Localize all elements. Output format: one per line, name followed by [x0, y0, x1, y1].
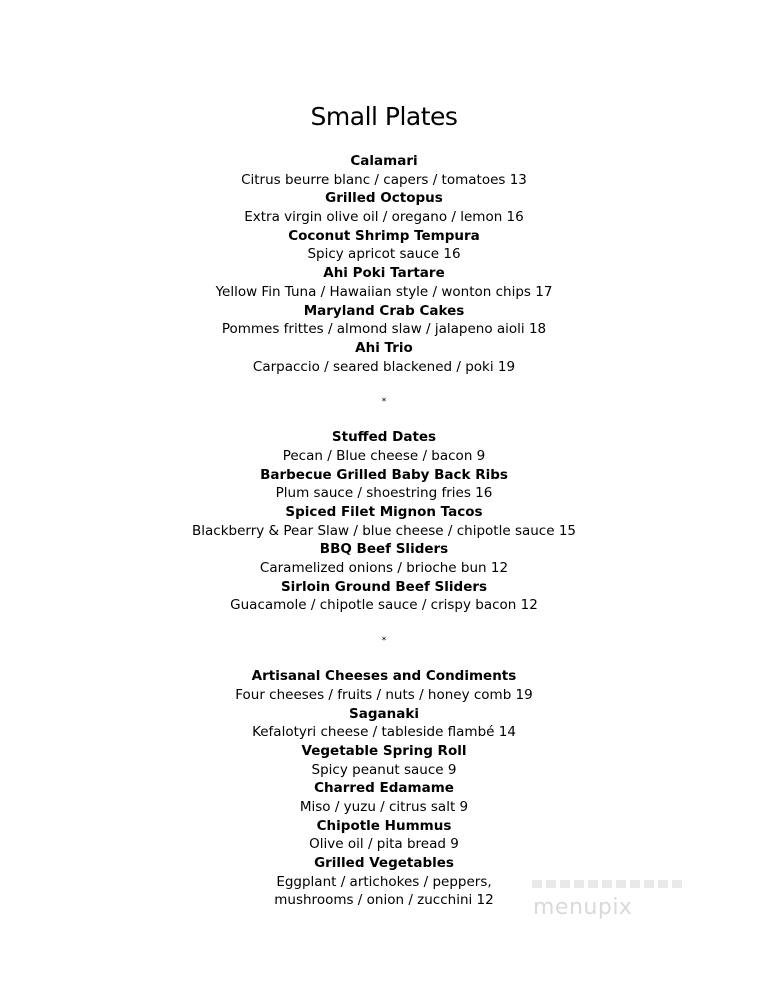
section-separator: * — [381, 636, 387, 647]
menu-item-desc: Four cheeses / fruits / nuts / honey comb 19 — [235, 686, 533, 703]
watermark: menupix — [533, 895, 633, 920]
menu-item-desc: Blackberry & Pear Slaw / blue cheese / chipotle sauce 15 — [192, 522, 576, 539]
menu-item-name: Spiced Filet Mignon Tacos — [285, 504, 483, 520]
menu-item-desc: Plum sauce / shoestring fries 16 — [275, 485, 493, 502]
page-title: Small Plates — [310, 102, 458, 131]
menu-section-3 — [0, 667, 768, 910]
menu-item-desc: Eggplant / artichokes / peppers, — [276, 873, 492, 890]
menu-item-name: Grilled Vegetables — [314, 855, 454, 871]
menu-item-desc: Carpaccio / seared blackened / poki 19 — [252, 358, 516, 375]
menu-item-name: BBQ Beef Sliders — [319, 541, 449, 558]
watermark-decoration — [532, 880, 682, 888]
menu-item-desc: Pecan / Blue cheese / bacon 9 — [282, 447, 486, 464]
menu-item-desc: Caramelized onions / brioche bun 12 — [259, 560, 509, 577]
menu-item-name: Sirloin Ground Beef Sliders — [280, 578, 488, 595]
menu-item-name: Coconut Shrimp Tempura — [288, 227, 480, 244]
menu-item-name: Ahi Poki Tartare — [323, 265, 445, 282]
menu-item-name: Saganaki — [349, 705, 419, 722]
menu-item-name: Maryland Crab Cakes — [303, 302, 465, 319]
menu-section-1 — [0, 152, 768, 376]
menu-item-desc: Extra virgin olive oil / oregano / lemon 16 — [244, 209, 524, 226]
menu-item-desc: Guacamole / chipotle sauce / crispy bacon 12 — [230, 597, 538, 614]
menu-item-name: Stuffed Dates — [331, 429, 437, 446]
menu-list — [0, 152, 768, 910]
menu-item-desc: Kefalotyri cheese / tableside flambé 14 — [252, 724, 516, 741]
menu-item-name: Vegetable Spring Roll — [301, 742, 467, 759]
menu-item-name: Grilled Octopus — [325, 190, 443, 207]
menu-item-name: Artisanal Cheeses and Condiments — [251, 668, 517, 685]
menu-item-desc: Spicy peanut sauce 9 — [311, 761, 457, 778]
menu-item-desc: mushrooms / onion / zucchini 12 — [274, 892, 494, 909]
menu-item-desc: Pommes frittes / almond slaw / jalapeno aioli 18 — [221, 321, 547, 338]
menu-item-desc: Miso / yuzu / citrus salt 9 — [299, 798, 469, 815]
menu-item-name: Chipotle Hummus — [316, 817, 452, 834]
menu-item-name: Ahi Trio — [355, 339, 413, 356]
menu-item-desc: Yellow Fin Tuna / Hawaiian style / wonton chips 17 — [215, 283, 553, 300]
menu-item-desc: Olive oil / pita bread 9 — [309, 836, 459, 853]
menu-item-name: Calamari — [350, 153, 418, 169]
section-separator: * — [381, 397, 387, 408]
menu-item-name: Barbecue Grilled Baby Back Ribs — [260, 466, 508, 483]
menu-section-2 — [0, 428, 768, 615]
menu-item-desc: Spicy apricot sauce 16 — [307, 246, 461, 263]
menu-item-desc: Citrus beurre blanc / capers / tomatoes 13 — [241, 171, 527, 188]
menu-item-name: Charred Edamame — [314, 780, 454, 797]
